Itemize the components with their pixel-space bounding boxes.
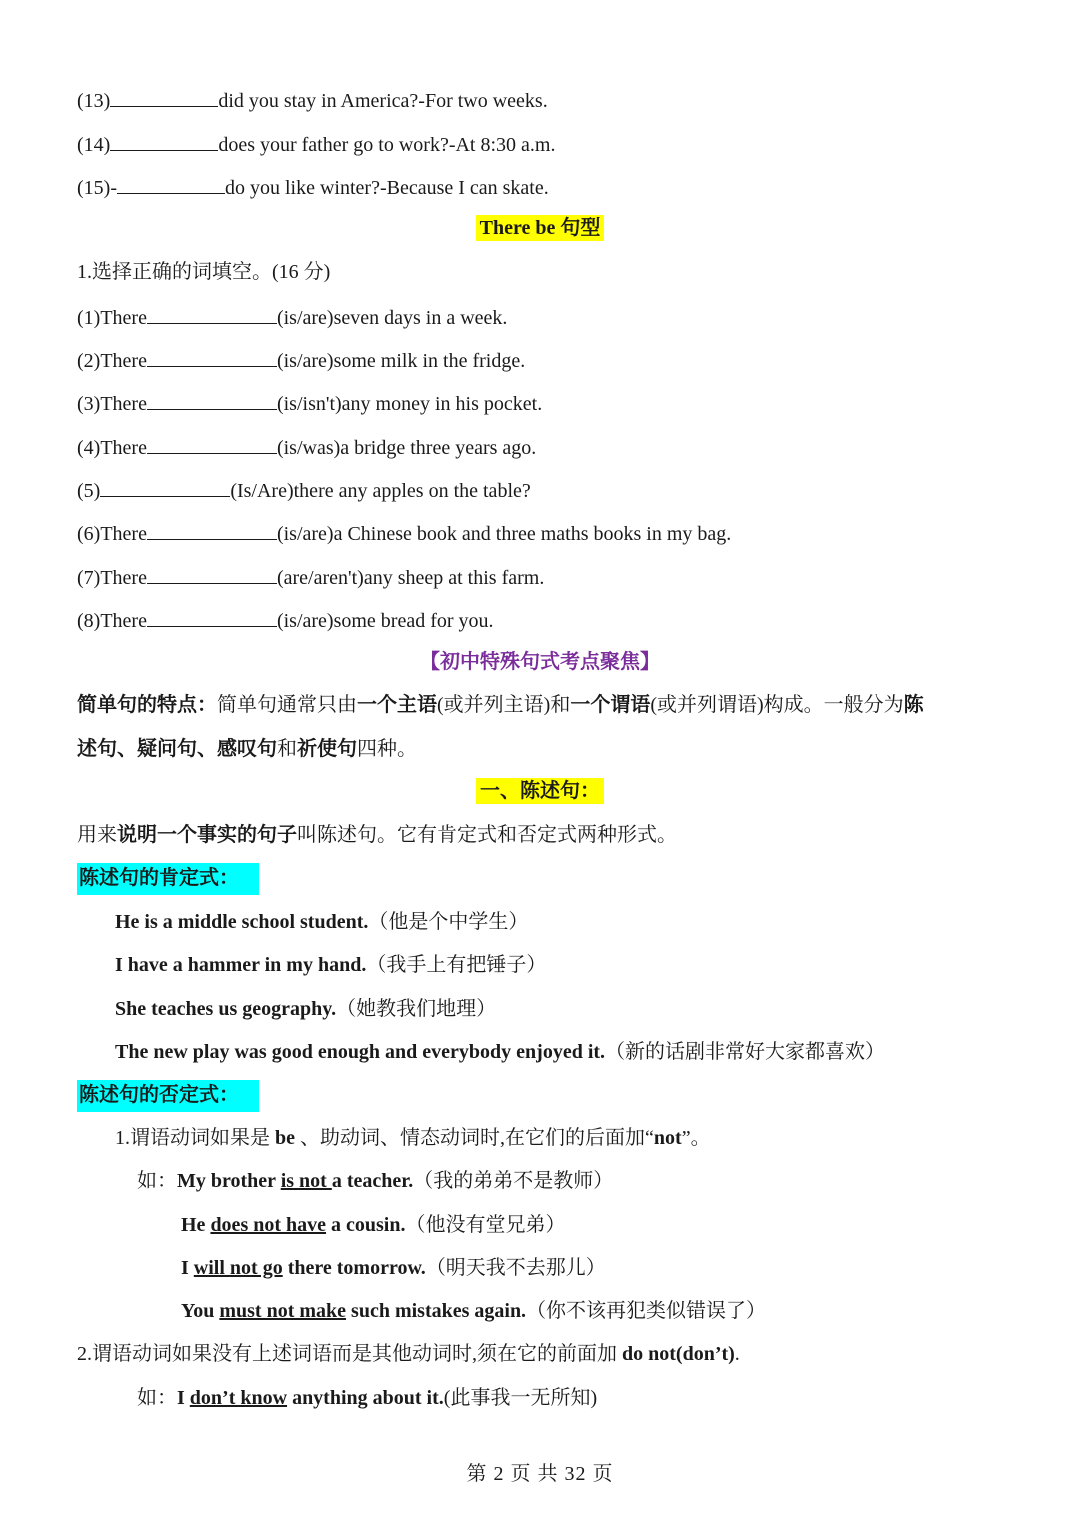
there-be-item-2 — [77, 346, 525, 374]
declarative-heading — [0, 778, 1080, 804]
simple-sentence-line-2 — [77, 736, 417, 762]
negative-example-2 — [181, 1212, 565, 1238]
affirmative-example-2 — [115, 952, 546, 978]
affirmative-example-1 — [115, 909, 528, 935]
heading-text: There be 句型 — [476, 215, 605, 241]
text: 和 — [277, 738, 297, 760]
item-number: (13) — [77, 90, 111, 112]
item-text: (Is/Are)there any apples on the table? — [230, 480, 531, 502]
there-be-item-7 — [77, 563, 544, 591]
item-text: (is/are)some bread for you. — [276, 610, 494, 632]
item-text: (is/are)some milk in the fridge. — [276, 350, 526, 372]
label-text: 陈述句的否定式： — [77, 1080, 259, 1112]
answer-blank[interactable] — [147, 606, 277, 627]
item-number: (6)There — [77, 523, 147, 545]
negative-example-1 — [137, 1168, 613, 1194]
heading-text: 一、陈述句： — [476, 778, 604, 804]
example-english: I have a hammer in my hand. — [115, 954, 367, 976]
negative-rule-2 — [77, 1341, 740, 1367]
item-number: (2)There — [77, 350, 147, 372]
affirmative-example-4 — [115, 1039, 885, 1065]
example-chinese: （我的弟弟不是教师） — [413, 1170, 614, 1192]
negative-rule-1 — [115, 1125, 711, 1151]
answer-blank[interactable] — [147, 433, 277, 454]
example-text: such mistakes again. — [346, 1300, 527, 1322]
item-number: (14) — [77, 134, 111, 156]
there-be-item-3 — [77, 389, 542, 417]
answer-blank[interactable] — [147, 389, 277, 410]
answer-blank[interactable] — [147, 303, 277, 324]
negative-example-3 — [181, 1255, 606, 1281]
item-number: (15)- — [77, 177, 117, 199]
text: (或并列主语)和 — [437, 694, 571, 716]
item-number: (8)There — [77, 610, 147, 632]
item-number: (1)There — [77, 307, 147, 329]
answer-blank[interactable] — [100, 476, 230, 497]
answer-blank[interactable] — [147, 563, 277, 584]
answer-blank[interactable] — [117, 173, 225, 194]
text: 叫陈述句。它有肯定式和否定式两种形式。 — [297, 824, 677, 846]
answer-blank[interactable] — [147, 519, 277, 540]
text: 1.谓语动词如果是 — [115, 1127, 275, 1149]
text: 四种。 — [357, 738, 417, 760]
answer-blank[interactable] — [110, 130, 218, 151]
simple-sentence-line-1 — [77, 692, 924, 718]
negative-rule-2-example — [137, 1385, 597, 1411]
example-text: a cousin. — [326, 1214, 406, 1236]
exercise-item-14 — [77, 130, 555, 158]
example-text: You — [181, 1300, 220, 1322]
text: (或并列谓语)构成。一般分为 — [650, 694, 904, 716]
example-english: She teaches us geography. — [115, 998, 337, 1020]
there-be-item-1 — [77, 303, 507, 331]
item-text: (is/isn't)any money in his pocket. — [276, 393, 543, 415]
text: 、助动词、情态动词时,在它们的后面加“ — [295, 1127, 654, 1149]
example-english: The new play was good enough and everybody enjoyed it. — [115, 1041, 606, 1063]
item-text: (are/aren't)any sheep at this farm. — [276, 567, 545, 589]
example-underlined: will not go — [193, 1257, 283, 1279]
term: 一个谓语 — [570, 694, 651, 716]
term: be — [275, 1127, 295, 1149]
item-text: (is/was)a bridge three years ago. — [276, 437, 537, 459]
answer-blank[interactable] — [147, 346, 277, 367]
example-text: there tomorrow. — [282, 1257, 426, 1279]
example-lead: 如： — [137, 1170, 177, 1192]
example-chinese: （他没有堂兄弟） — [405, 1214, 566, 1236]
negative-label — [77, 1080, 259, 1112]
item-text: (is/are)seven days in a week. — [276, 307, 508, 329]
focus-section-title: 【初中特殊句式考点聚焦】 — [420, 651, 660, 673]
negative-example-4 — [181, 1298, 766, 1324]
example-chinese: （他是个中学生） — [368, 911, 529, 933]
example-underlined: does not have — [210, 1214, 327, 1236]
page-number-footer: 第 2 页 共 32 页 — [466, 1463, 614, 1485]
item-text: did you stay in America?-For two weeks. — [218, 90, 548, 112]
example-chinese: （明天我不去那儿） — [425, 1257, 606, 1279]
example-text: He — [181, 1214, 211, 1236]
example-text: anything about it. — [287, 1387, 444, 1409]
text: 简单句通常只由 — [217, 694, 357, 716]
term: not — [653, 1127, 682, 1149]
label-text: 陈述句的肯定式： — [77, 863, 259, 895]
item-number: (4)There — [77, 437, 147, 459]
term-label: 简单句的特点： — [77, 694, 217, 716]
item-text: do you like winter?-Because I can skate. — [224, 177, 549, 199]
example-underlined: must not make — [219, 1300, 347, 1322]
there-be-heading — [0, 215, 1080, 241]
there-be-instruction: 1.选择正确的词填空。(16 分) — [77, 261, 331, 283]
example-chinese: （我手上有把锤子） — [366, 954, 547, 976]
term: 一个主语 — [357, 694, 437, 716]
example-text: a teacher. — [331, 1170, 414, 1192]
example-underlined: is not — [280, 1170, 332, 1192]
answer-blank[interactable] — [110, 86, 218, 107]
term: 说明一个事实的句子 — [117, 824, 297, 846]
item-number: (5) — [77, 480, 101, 502]
exercise-item-13 — [77, 86, 548, 114]
item-number: (7)There — [77, 567, 147, 589]
text: ”。 — [681, 1127, 711, 1149]
affirmative-label — [77, 863, 259, 895]
term: 祈使句 — [297, 738, 357, 760]
declarative-definition — [77, 822, 677, 848]
there-be-item-8 — [77, 606, 494, 634]
exercise-item-15 — [77, 173, 549, 201]
text: 2.谓语动词如果没有上述词语而是其他动词时,须在它的前面加 — [77, 1343, 622, 1365]
example-text: My brother — [177, 1170, 281, 1192]
example-chinese: （她教我们地理） — [336, 998, 497, 1020]
there-be-item-4 — [77, 433, 536, 461]
example-chinese: (此事我一无所知) — [443, 1387, 598, 1409]
text: . — [734, 1343, 740, 1365]
there-be-item-6 — [77, 519, 731, 547]
term: 述句、疑问句、感叹句 — [77, 738, 277, 760]
item-text: (is/are)a Chinese book and three maths books in my bag. — [276, 523, 732, 545]
text: 用来 — [77, 824, 117, 846]
example-text: I — [177, 1387, 190, 1409]
example-english: He is a middle school student. — [115, 911, 369, 933]
example-text: I — [181, 1257, 194, 1279]
there-be-item-5 — [77, 476, 531, 504]
example-chinese: （你不该再犯类似错误了） — [526, 1300, 767, 1322]
example-underlined: don’t know — [189, 1387, 288, 1409]
item-text: does your father go to work?-At 8:30 a.m. — [218, 134, 556, 156]
example-chinese: （新的话剧非常好大家都喜欢） — [605, 1041, 886, 1063]
term: 陈 — [903, 694, 924, 716]
affirmative-example-3 — [115, 996, 496, 1022]
example-lead: 如： — [137, 1387, 177, 1409]
term: do not(don’t) — [622, 1343, 735, 1365]
item-number: (3)There — [77, 393, 147, 415]
